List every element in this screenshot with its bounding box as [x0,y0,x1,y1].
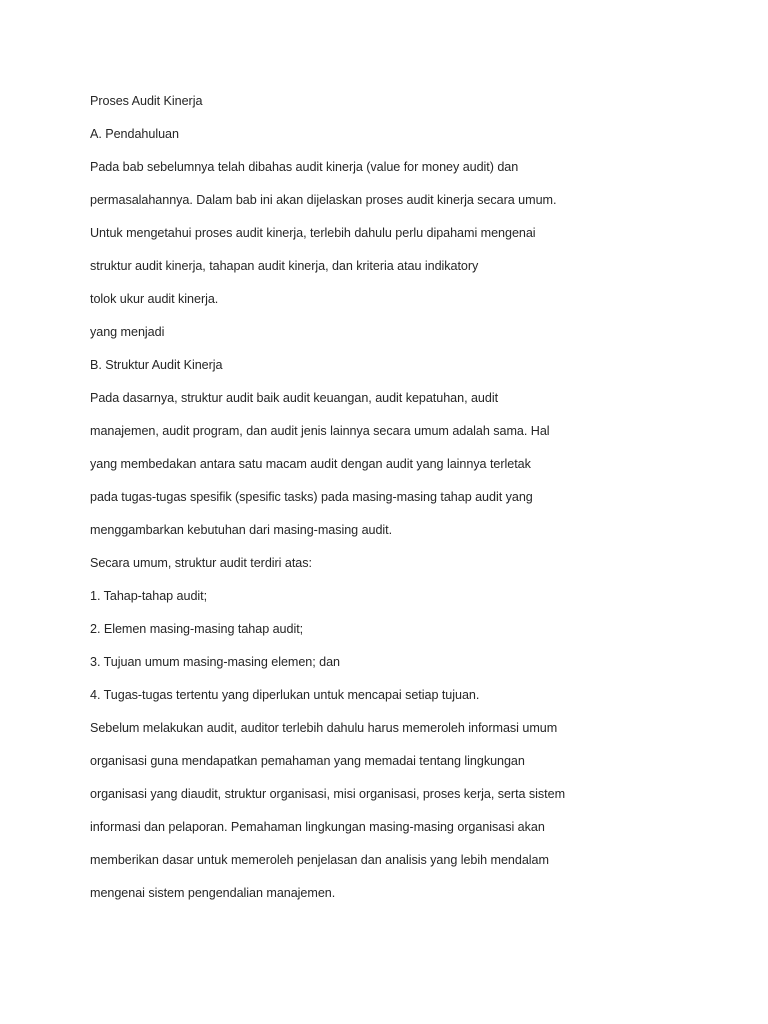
list-item: 1. Tahap-tahap audit; [90,589,208,603]
paragraph-line: Pada bab sebelumnya telah dibahas audit kinerja (value for money audit) dan [90,160,519,174]
paragraph-line: mengenai sistem pengendalian manajemen. [90,886,336,900]
paragraph-line: yang menjadi [90,325,165,339]
list-item: 2. Elemen masing-masing tahap audit; [90,622,304,636]
section-heading-a: A. Pendahuluan [90,127,179,141]
section-heading-b: B. Struktur Audit Kinerja [90,358,223,372]
paragraph-line: Untuk mengetahui proses audit kinerja, terlebih dahulu perlu dipahami mengenai [90,226,536,240]
paragraph-line: tolok ukur audit kinerja. [90,292,219,306]
paragraph-line: Pada dasarnya, struktur audit baik audit keuangan, audit kepatuhan, audit [90,391,499,405]
list-intro: Secara umum, struktur audit terdiri atas: [90,556,312,570]
list-item: 4. Tugas-tugas tertentu yang diperlukan untuk mencapai setiap tujuan. [90,688,480,702]
paragraph-line: memberikan dasar untuk memeroleh penjelasan dan analisis yang lebih mendalam [90,853,549,867]
paragraph-line: organisasi guna mendapatkan pemahaman yang memadai tentang lingkungan [90,754,525,768]
paragraph-line: yang membedakan antara satu macam audit dengan audit yang lainnya terletak [90,457,531,471]
paragraph-line: manajemen, audit program, dan audit jenis lainnya secara umum adalah sama. Hal [90,424,550,438]
paragraph-line: struktur audit kinerja, tahapan audit kinerja, dan kriteria atau indikatory [90,259,479,273]
document-title: Proses Audit Kinerja [90,94,203,108]
paragraph-line: organisasi yang diaudit, struktur organisasi, misi organisasi, proses kerja, serta sistem [90,787,566,801]
paragraph-line: pada tugas-tugas spesifik (spesific tasks) pada masing-masing tahap audit yang [90,490,533,504]
paragraph-line: Sebelum melakukan audit, auditor terlebih dahulu harus memeroleh informasi umum [90,721,558,735]
paragraph-line: permasalahannya. Dalam bab ini akan dijelaskan proses audit kinerja secara umum. [90,193,557,207]
list-item: 3. Tujuan umum masing-masing elemen; dan [90,655,341,669]
paragraph-line: informasi dan pelaporan. Pemahaman lingkungan masing-masing organisasi akan [90,820,545,834]
paragraph-line: menggambarkan kebutuhan dari masing-masing audit. [90,523,393,537]
